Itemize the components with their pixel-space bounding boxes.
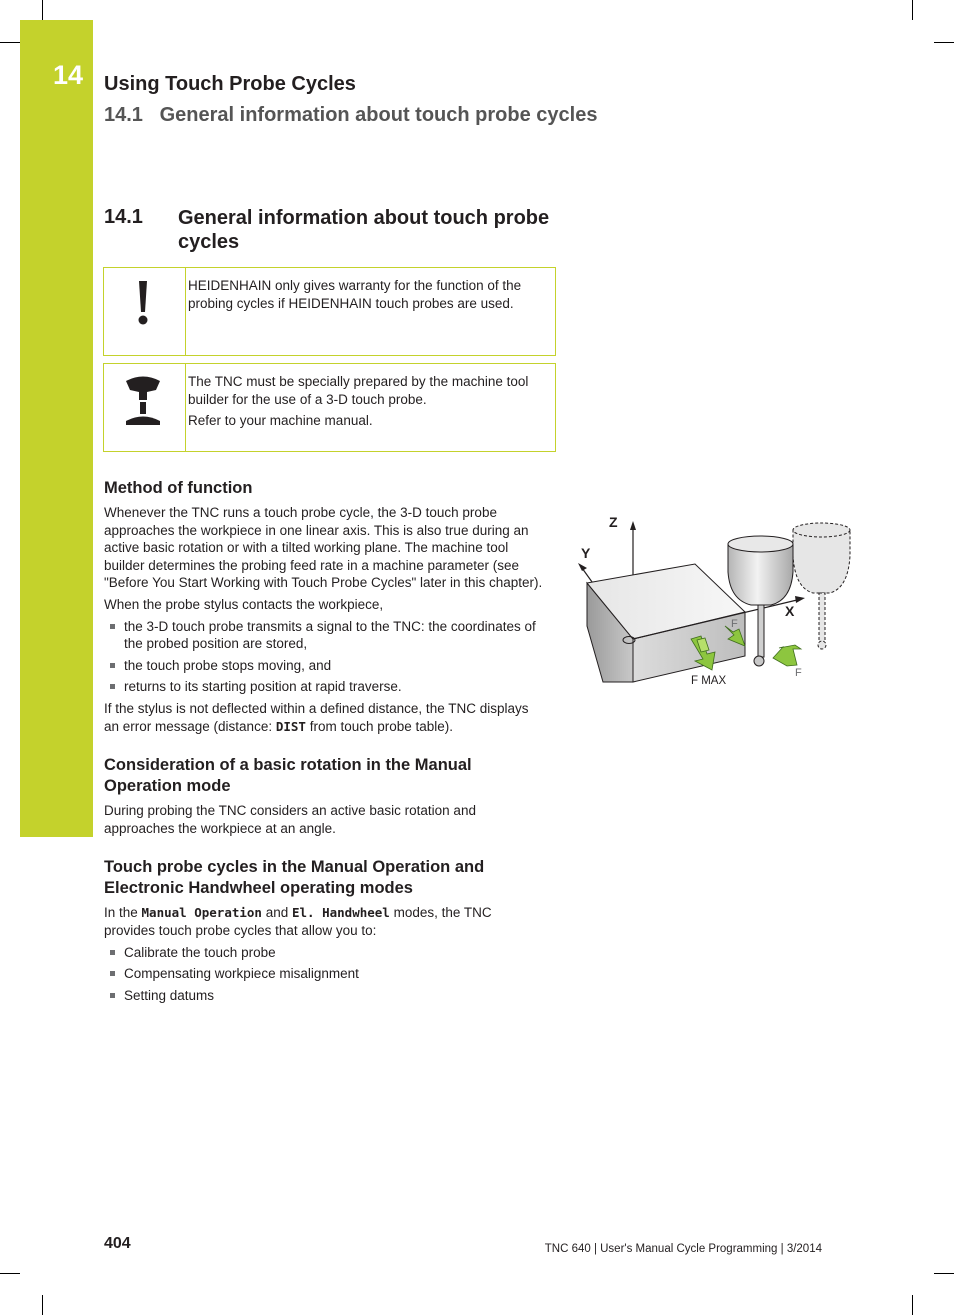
chapter-number: 14: [53, 60, 84, 90]
list-item-text: the touch probe stops moving, and: [124, 657, 332, 673]
bullet-icon: [110, 663, 115, 668]
exclamation-icon: [104, 268, 185, 355]
list-item-text: Calibrate the touch probe: [124, 944, 276, 960]
z-axis-label: Z: [609, 514, 618, 530]
note-line: Refer to your machine manual.: [188, 413, 373, 428]
note-line: HEIDENHAIN only gives warranty for the function of the probing cycles if HEIDENHAIN touch probes are used.: [188, 278, 522, 311]
list-item-text: the 3-D touch probe transmits a signal to the TNC: the coordinates of the probed position are stored,: [124, 618, 536, 652]
bullet-icon: [110, 971, 115, 976]
z-axis-arrow: [630, 521, 636, 530]
text-run: modes, the TNC provides touch probe cycles that allow you to:: [104, 905, 492, 938]
machine-note: [103, 363, 556, 452]
note-line: The TNC must be specially prepared by the machine tool builder for the use of a 3-D touch probe.: [188, 374, 529, 407]
feed-arrow-right: [773, 645, 801, 666]
method-paragraph: [104, 700, 544, 735]
crop-mark: [0, 42, 20, 43]
list-item: [104, 678, 544, 696]
x-axis-label: X: [785, 603, 795, 619]
crop-mark: [934, 42, 954, 43]
x-axis-arrow: [795, 596, 805, 603]
footer-text: TNC 640 | User's Manual Cycle Programming | 3/2014: [544, 1243, 822, 1255]
touch-probe-figure: [565, 508, 865, 698]
bullet-icon: [110, 624, 115, 629]
crop-mark: [42, 1295, 43, 1315]
manual-cycles-paragraph: [104, 904, 544, 939]
note-text: [188, 277, 538, 316]
rotation-paragraph: During probing the TNC considers an active basic rotation and approaches the workpiece at an angle.: [104, 803, 476, 836]
crop-mark: [912, 1295, 913, 1315]
list-item: [104, 657, 544, 675]
crop-mark: [912, 0, 913, 20]
rotation-heading: Consideration of a basic rotation in the Manual Operation mode: [104, 756, 472, 796]
feed-label-approach: F: [795, 667, 802, 679]
note-divider: [185, 268, 186, 355]
list-item: [104, 965, 544, 983]
method-paragraph: When the probe stylus contacts the workpiece,: [104, 596, 384, 612]
running-chapter-title: Using Touch Probe Cycles: [104, 73, 356, 95]
text-run: and: [261, 905, 292, 921]
crop-mark: [0, 1273, 20, 1274]
section-title: General information about touch probe cycles: [178, 207, 550, 253]
text-run: In the: [104, 905, 142, 921]
bullet-icon: [110, 993, 115, 998]
manual-cycles-list: [104, 944, 544, 1005]
running-section-title: 14.1 General information about touch probe cycles: [104, 104, 598, 126]
text-run: from touch probe table).: [305, 718, 454, 734]
page-number: 404: [104, 1235, 131, 1252]
y-axis-arrow: [578, 563, 587, 571]
method-heading: Method of function: [104, 479, 253, 497]
note-divider: [185, 364, 186, 451]
feed-label-probe: F: [731, 618, 738, 630]
list-item: [104, 987, 544, 1005]
y-axis-label: Y: [581, 545, 591, 561]
bullet-icon: [110, 684, 115, 689]
manual-cycles-heading: Touch probe cycles in the Manual Operation and Electronic Handwheel operating modes: [104, 858, 485, 898]
probe-start-position: [793, 523, 850, 649]
warranty-note: [103, 267, 556, 356]
crop-mark: [934, 1273, 954, 1274]
list-item: [104, 944, 544, 962]
machine-icon: [104, 364, 185, 451]
list-item-text: Compensating workpiece misalignment: [124, 966, 359, 982]
text-run: If the stylus is not deflected within a defined distance, the TNC displays an error message (distance:: [104, 700, 529, 734]
crop-mark: [42, 0, 43, 20]
bullet-icon: [110, 950, 115, 955]
keyword-dist: DIST: [275, 718, 306, 734]
body-content: [104, 478, 544, 1008]
list-item-text: Setting datums: [124, 987, 215, 1003]
list-item: [104, 618, 544, 653]
section-number: 14.1: [104, 206, 143, 228]
note-text: [188, 373, 538, 434]
method-list: [104, 618, 544, 696]
keyword-manual-operation: Manual Operation: [141, 905, 262, 921]
fmax-label: F MAX: [691, 675, 727, 687]
method-paragraph: Whenever the TNC runs a touch probe cycle, the 3-D touch probe approaches the workpiece in one linear axis. This is also true during an active basic rotation or with a tilted working plane. The machine tool builder determines the probing feed rate in a machine parameter (see "Before You Start Working with Touch Probe Cycles" later in this chapter).: [104, 505, 543, 591]
chapter-side-bar: [20, 20, 93, 837]
keyword-el-handwheel: El. Handwheel: [291, 905, 390, 921]
list-item-text: returns to its starting position at rapid traverse.: [124, 679, 402, 695]
